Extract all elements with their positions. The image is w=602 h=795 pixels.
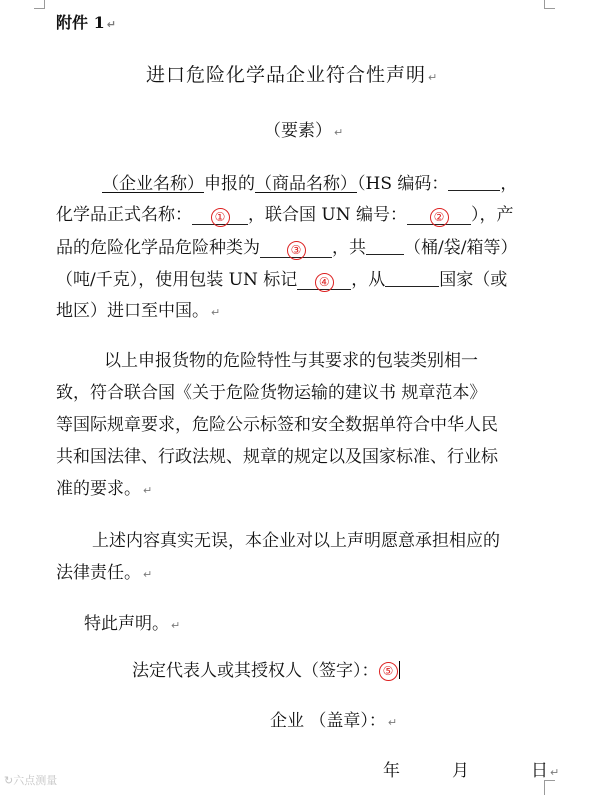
paragraph-mark-icon: ↵ bbox=[171, 619, 181, 632]
unit-options-text: （桶/袋/箱等） bbox=[404, 238, 518, 258]
para2-line1 bbox=[104, 350, 478, 372]
para2-line5 bbox=[56, 478, 152, 502]
text-cursor bbox=[399, 661, 400, 679]
para1-line2 bbox=[56, 204, 514, 226]
para2-text: 等国际规章要求，危险公示标签和安全数据单符合中华人民 bbox=[56, 415, 498, 435]
paragraph-mark-icon: ↵ bbox=[334, 126, 344, 139]
paragraph-mark-icon: ↵ bbox=[106, 18, 116, 31]
official-name-label: 化学品正式名称： bbox=[56, 205, 192, 225]
subtitle-line bbox=[264, 120, 343, 144]
marker-1: ① bbox=[211, 208, 230, 227]
country-label: 国家（或 bbox=[439, 270, 508, 290]
paragraph-mark-icon: ↵ bbox=[550, 766, 560, 779]
declares-text: 申报的 bbox=[204, 174, 255, 194]
signature-line bbox=[132, 660, 400, 682]
watermark-text: 六点测量 bbox=[13, 774, 58, 787]
watermark-logo-icon: ↻ bbox=[4, 774, 14, 787]
para1-line5 bbox=[56, 300, 220, 324]
para2-text: 准的要求。 bbox=[56, 479, 141, 499]
page-title: 进口危险化学品企业符合性声明 bbox=[146, 64, 427, 86]
weight-unit-text: （吨/千克），使用包装 UN 标记 bbox=[56, 270, 298, 290]
date-line bbox=[383, 760, 559, 784]
page-subtitle: （要素） bbox=[264, 121, 332, 141]
para3-line1 bbox=[92, 530, 500, 552]
date-day: 日 bbox=[531, 761, 548, 781]
hazard-category-blank bbox=[260, 239, 332, 258]
quantity-blank bbox=[366, 236, 404, 255]
para2-text: 致，符合联合国《关于危险货物运输的建议书 规章范本》 bbox=[56, 383, 487, 403]
closing-line bbox=[84, 613, 180, 637]
enterprise-name-field: （企业名称） bbox=[102, 174, 204, 194]
title-line bbox=[146, 63, 438, 90]
date-year: 年 bbox=[383, 761, 400, 781]
hazard-category-label: 品的危险化学品危险种类为 bbox=[56, 238, 260, 258]
paragraph-mark-icon: ↵ bbox=[143, 484, 153, 497]
official-name-blank bbox=[192, 206, 248, 225]
crop-mark-top-right bbox=[544, 0, 555, 9]
closing-text: 特此声明。 bbox=[84, 614, 169, 634]
para1-line3 bbox=[56, 236, 517, 259]
paragraph-mark-icon: ↵ bbox=[211, 306, 221, 319]
para2-text: 以上申报货物的危险特性与其要求的包装类别相一 bbox=[104, 351, 478, 371]
para2-line2 bbox=[56, 382, 486, 404]
total-label: ，共 bbox=[332, 238, 366, 258]
import-text: 地区）进口至中国。 bbox=[56, 301, 209, 321]
hs-code-blank bbox=[448, 172, 500, 191]
un-number-blank bbox=[407, 206, 471, 225]
attachment-label-line bbox=[56, 12, 116, 36]
paragraph-mark-icon: ↵ bbox=[387, 716, 398, 729]
un-number-label: ，联合国 UN 编号： bbox=[248, 205, 408, 225]
paragraph-mark-icon: ↵ bbox=[428, 71, 439, 84]
para3-text: 上述内容真实无误，本企业对以上声明愿意承担相应的 bbox=[92, 531, 500, 551]
comma-text: ， bbox=[500, 174, 518, 194]
company-seal-label: 企业 （盖章）： bbox=[270, 711, 386, 731]
date-month: 月 bbox=[452, 761, 469, 781]
para1-line4 bbox=[56, 268, 507, 291]
para2-line4 bbox=[56, 446, 498, 468]
marker-3: ③ bbox=[287, 241, 306, 260]
country-blank bbox=[385, 268, 439, 287]
company-seal-line bbox=[270, 710, 397, 734]
para2-line3 bbox=[56, 414, 498, 436]
closing-paren-text: ），产 bbox=[471, 205, 514, 225]
hs-code-label: （HS 编码： bbox=[357, 174, 449, 194]
signature-label: 法定代表人或其授权人（签字）： bbox=[132, 661, 379, 681]
para2-text: 共和国法律、行政法规、规章的规定以及国家标准、行业标 bbox=[56, 447, 498, 467]
para3-text: 法律责任。 bbox=[56, 563, 141, 583]
para1-line1 bbox=[102, 172, 517, 195]
marker-5: ⑤ bbox=[379, 662, 398, 681]
attachment-label: 附件 1 bbox=[56, 13, 105, 32]
marker-4: ④ bbox=[315, 273, 334, 292]
crop-mark-top-left bbox=[34, 0, 45, 9]
para3-line2 bbox=[56, 562, 152, 586]
from-label: ，从 bbox=[351, 270, 386, 290]
watermark bbox=[4, 772, 57, 788]
marker-2: ② bbox=[430, 208, 449, 227]
paragraph-mark-icon: ↵ bbox=[143, 568, 153, 581]
product-name-field: （商品名称） bbox=[255, 174, 357, 194]
un-mark-blank bbox=[297, 271, 351, 290]
